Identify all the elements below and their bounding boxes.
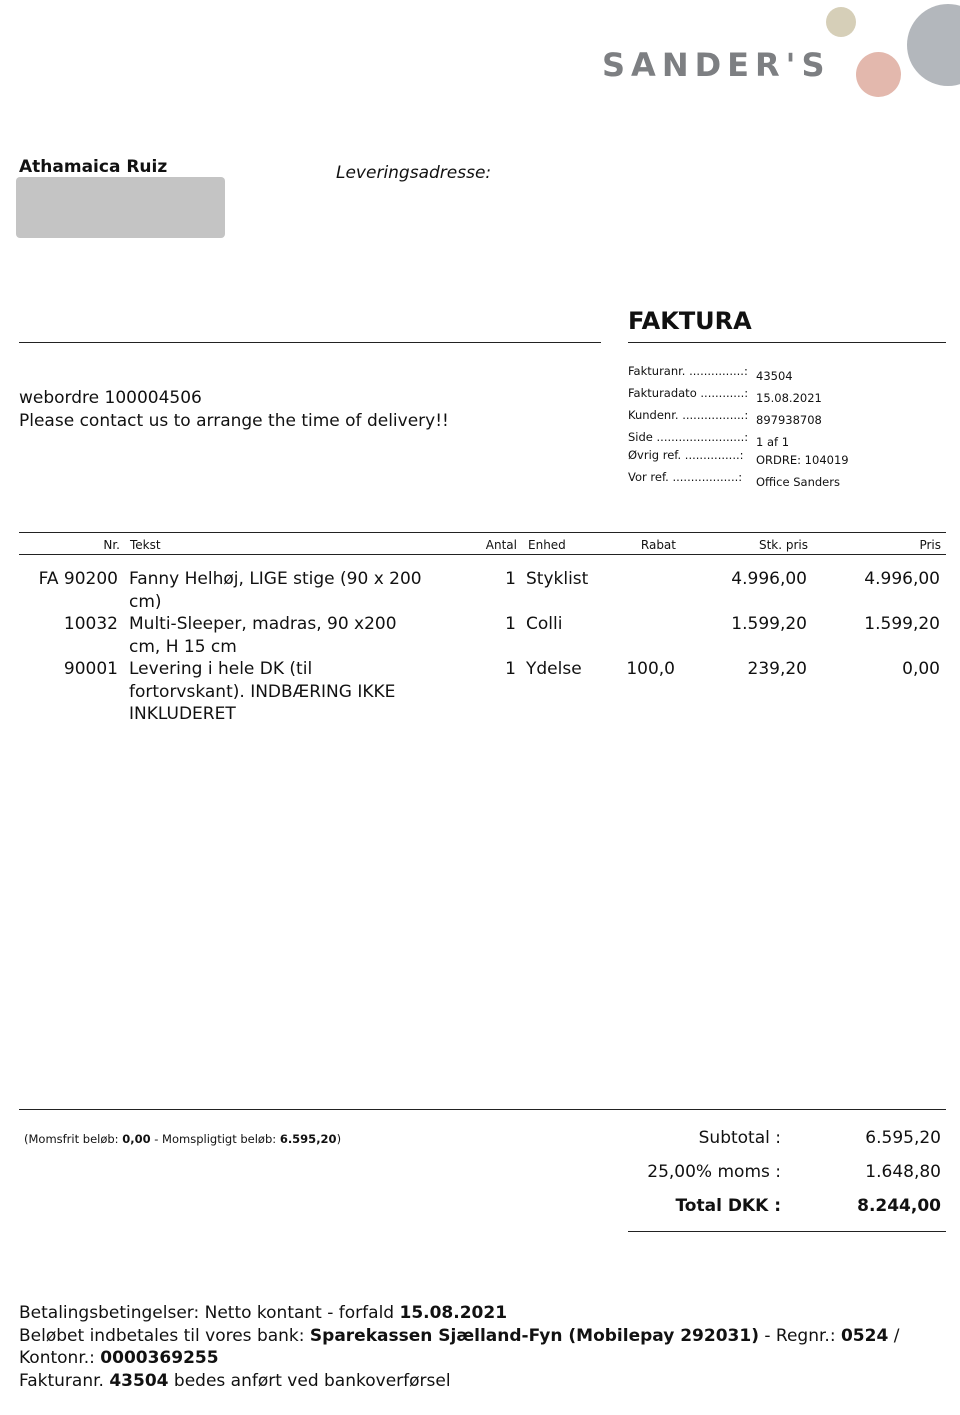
row-text-line: Levering i hele DK (til [129, 659, 313, 679]
logo-dot-grey [907, 4, 960, 86]
footer-text: / [888, 1326, 900, 1346]
meta-label: Vor ref. ..................: [628, 470, 743, 484]
reg-number: 0524 [840, 1326, 889, 1346]
meta-value: 15.08.2021 [756, 391, 822, 405]
row-text-line: Multi-Sleeper, madras, 90 x200 [129, 614, 397, 634]
logo-dot-beige [826, 7, 856, 37]
row-text-line: cm, H 15 cm [129, 636, 237, 657]
row-text-line: INKLUDERET [129, 704, 236, 724]
divider-left [19, 342, 601, 343]
col-header-stk-pris: Stk. pris [758, 538, 808, 552]
vat-value: 1.648,80 [865, 1162, 941, 1182]
row-text [129, 658, 469, 726]
row-unit-price: 239,20 [747, 659, 807, 679]
divider-right [628, 342, 946, 343]
table-header-top-rule [19, 532, 946, 533]
invoice-number-ref: 43504 [109, 1371, 169, 1391]
row-text-line: cm) [129, 591, 162, 612]
subtotal-label: Subtotal : [698, 1128, 781, 1148]
row-quantity: 1 [505, 614, 516, 634]
meta-value: ORDRE: 104019 [756, 453, 849, 467]
vat-liable-amount: 6.595,20 [279, 1132, 337, 1146]
row-price: 4.996,00 [864, 569, 940, 589]
due-date: 15.08.2021 [399, 1303, 508, 1323]
meta-value: 1 af 1 [756, 435, 790, 449]
meta-label: Fakturadato ............: [628, 386, 749, 400]
row-text-line: fortorvskant). INDBÆRING IKKE [129, 681, 396, 702]
invoice-meta [628, 363, 822, 451]
meta-label: Kundenr. .................: [628, 408, 749, 422]
order-reference: webordre 100004506 [19, 388, 202, 408]
row-nr: 90001 [63, 659, 118, 679]
vat-note-text: ) [336, 1132, 342, 1146]
total-value: 8.244,00 [857, 1196, 941, 1216]
footer-text: Fakturanr. [19, 1371, 110, 1391]
payment-terms [19, 1303, 507, 1323]
meta-label: Fakturanr. ...............: [628, 364, 748, 378]
row-quantity: 1 [505, 659, 516, 679]
transfer-reference [19, 1371, 451, 1391]
account-number-line [19, 1348, 219, 1368]
table-header-bottom-rule [19, 554, 946, 555]
footer-text: Betalingsbetingelser: Netto kontant - forfald [19, 1303, 400, 1323]
meta-row-other-ref [628, 447, 849, 469]
row-quantity: 1 [505, 569, 516, 589]
vat-label: 25,00% moms : [647, 1162, 781, 1182]
delivery-note: Please contact us to arrange the time of delivery!! [19, 411, 449, 431]
row-unit: Colli [526, 614, 563, 634]
delivery-address-label: Leveringsadresse: [336, 163, 492, 183]
row-price: 0,00 [902, 659, 940, 679]
footer-text: Beløbet indbetales til vores bank: [19, 1326, 310, 1346]
row-text [129, 568, 469, 613]
meta-row-invoice-date [628, 385, 822, 407]
bank-details [19, 1326, 899, 1346]
row-unit: Ydelse [526, 659, 582, 679]
row-unit-price: 4.996,00 [731, 569, 807, 589]
col-header-nr: Nr. [103, 538, 120, 552]
logo-dot-pink [856, 52, 901, 97]
footer-text: - Regnr.: [758, 1326, 841, 1346]
account-number: 0000369255 [100, 1348, 219, 1368]
vat-exempt-amount: 0,00 [122, 1132, 151, 1146]
col-header-tekst: Tekst [130, 538, 161, 552]
totals-top-rule [19, 1109, 946, 1110]
meta-value: 43504 [756, 369, 793, 383]
meta-row-invoice-number [628, 363, 822, 385]
row-unit-price: 1.599,20 [731, 614, 807, 634]
row-text [129, 613, 469, 658]
col-header-antal: Antal [485, 538, 517, 552]
footer-text: Kontonr.: [19, 1348, 101, 1368]
meta-label: Øvrig ref. ...............: [628, 448, 744, 462]
meta-value: 897938708 [756, 413, 822, 427]
meta-label: Side ........................: [628, 430, 749, 444]
row-unit: Styklist [526, 569, 589, 589]
row-price: 1.599,20 [864, 614, 940, 634]
redacted-address [16, 177, 225, 238]
col-header-enhed: Enhed [528, 538, 566, 552]
vat-note-text: (Momsfrit beløb: [24, 1132, 123, 1146]
customer-name: Athamaica Ruiz [19, 157, 168, 177]
meta-row-customer-number [628, 407, 822, 429]
brand-logo-text: SANDER'S [602, 46, 831, 84]
meta-value: Office Sanders [756, 475, 840, 489]
footer-text: bedes anført ved bankoverførsel [168, 1371, 451, 1391]
row-discount: 100,0 [626, 659, 675, 679]
vat-breakdown-note [24, 1132, 341, 1146]
total-label: Total DKK : [675, 1196, 781, 1216]
col-header-rabat: Rabat [640, 538, 676, 552]
row-text-line: Fanny Helhøj, LIGE stige (90 x 200 [129, 569, 422, 589]
col-header-pris: Pris [919, 538, 941, 552]
vat-note-text: - Momspligtigt beløb: [150, 1132, 280, 1146]
invoice-title: FAKTURA [628, 307, 752, 335]
invoice-meta-refs [628, 447, 849, 491]
subtotal-value: 6.595,20 [865, 1128, 941, 1148]
row-nr: 10032 [63, 614, 118, 634]
row-nr: FA 90200 [38, 569, 118, 589]
totals-bottom-rule [628, 1231, 946, 1232]
bank-name: Sparekassen Sjælland-Fyn (Mobilepay 292031) [309, 1326, 759, 1346]
meta-row-our-ref [628, 469, 849, 491]
